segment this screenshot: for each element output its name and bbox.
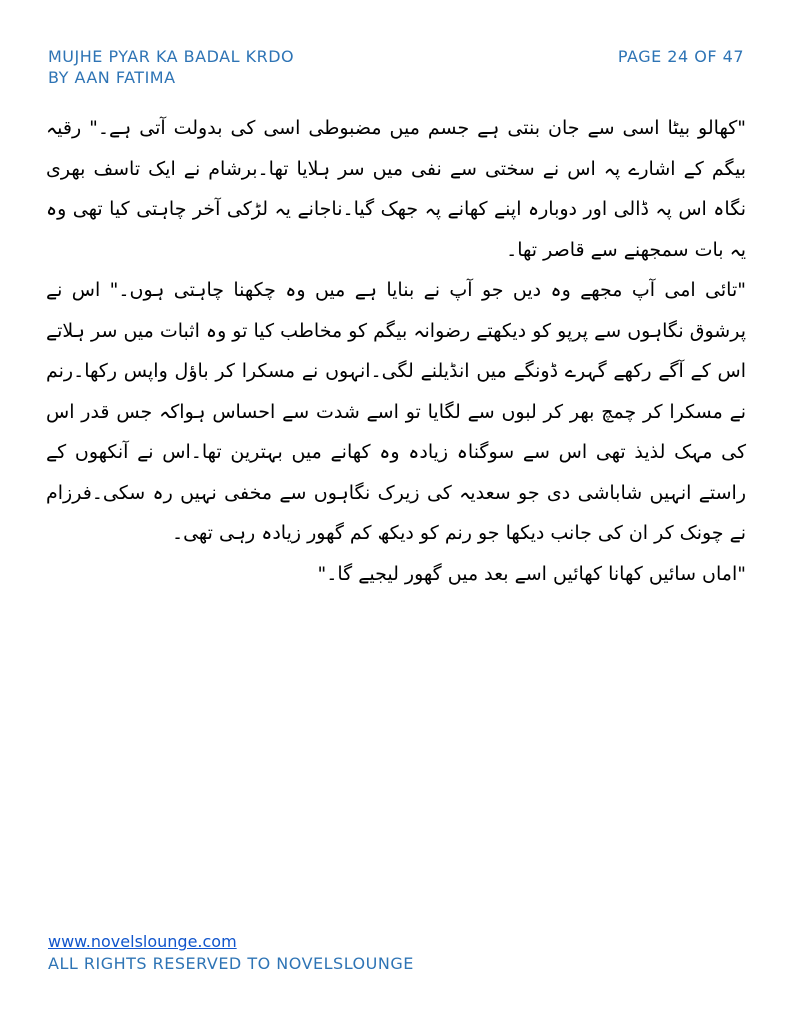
paragraph-1: "کھالو بیٹا اسی سے جان بنتی ہے جسم میں مضبوطی اسی کی بدولت آتی ہے۔" رقیہ بیگم کے اشارے پہ اس نے سختی سے نفی میں سر ہلایا تھا۔برشام نے ایک تاسف بھری نگاہ اس پہ ڈالی اور دوبارہ اپنے کھانے پہ جھک گیا۔ناجانے یہ لڑکی آخر چاہتی کیا تھی وہ یہ بات سمجھنے سے قاصر تھا۔ (46, 117, 746, 261)
copyright-notice: ALL RIGHTS RESERVED TO NOVELSLOUNGE (48, 954, 414, 973)
page-footer (48, 932, 414, 975)
story-body (46, 108, 746, 594)
author-name: BY AAN FATIMA (48, 68, 176, 87)
website-link[interactable]: www.novelslounge.com (48, 932, 237, 951)
paragraph-2: "تائی امی آپ مجھے وہ دیں جو آپ نے بنایا ہے میں وہ چکھنا چاہتی ہوں۔" اس نے پرشوق نگاہوں سے پرپو کو دیکھتے رضوانہ بیگم کو مخاطب کیا تو وہ اثبات میں سر ہلاتے اس کے آگے رکھے گہرے ڈونگے میں انڈیلنے لگی۔انہوں نے مسکرا کر باؤل واپس رکھا۔رنم نے مسکرا کر چمچ بھر کر لبوں سے لگایا تو اسے شدت سے احساس ہواکہ جس قدر اس کی مہک لذیذ تھی اس سے سوگناہ زیادہ وہ کھانے میں بہترین تھا۔اس نے آنکھوں کے راستے انہیں شاباشی دی جو سعدیہ کی زیرک نگاہوں سے مخفی نہیں رہ سکی۔فرزام نے چونک کر ان کی جانب دیکھا جو رنم کو دیکھ کم گھور زیادہ رہی تھی۔ (46, 279, 746, 544)
paragraph-3: "اماں سائیں کھانا کھائیں اسے بعد میں گھور لیجیے گا۔" (317, 562, 746, 585)
header-left (48, 46, 294, 88)
page-indicator: PAGE 24 OF 47 (617, 47, 744, 66)
page-header (48, 46, 744, 92)
header-right (618, 46, 744, 67)
novel-title: MUJHE PYAR KA BADAL KRDO (48, 47, 295, 66)
